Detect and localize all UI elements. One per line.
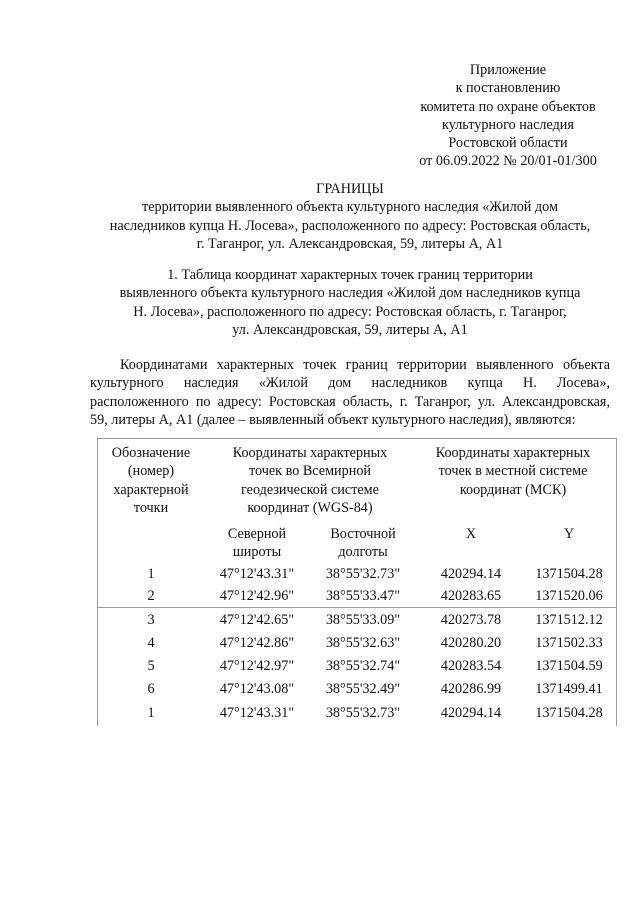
cell-x: 420294.14 — [440, 566, 502, 582]
cell-y: 1371504.59 — [535, 658, 603, 674]
paragraph-line: культурного наследия «Жилой дом наследников купца Н. Лосева», — [90, 375, 610, 392]
appendix-line: Приложение — [469, 62, 547, 78]
header-msk: Координаты характерных точек в местной системе координат (МСК) — [435, 445, 591, 498]
body-paragraph — [90, 356, 610, 429]
title-line: наследников купца Н. Лосева», расположенного по адресу: Ростовская область, — [109, 217, 591, 234]
coordinates-table — [97, 438, 617, 726]
table-row — [97, 565, 617, 585]
title-heading: ГРАНИЦЫ — [316, 181, 384, 197]
header-north-latitude: Северной широты — [227, 526, 287, 561]
table-row — [97, 611, 617, 631]
cell-east: 38°55'33.09" — [325, 612, 401, 628]
cell-x: 420283.65 — [440, 588, 502, 604]
paragraph-line: Координатами характерных точек границ территории выявленного объекта — [120, 357, 610, 373]
document-title — [60, 180, 640, 253]
cell-point-id: 1 — [147, 705, 155, 721]
cell-north: 47°12'43.31" — [219, 566, 295, 582]
table-row — [97, 634, 617, 654]
header-y: Y — [563, 526, 575, 542]
cell-y: 1371512.12 — [535, 612, 603, 628]
header-east-longitude: Восточной долготы — [330, 526, 396, 561]
appendix-line: к постановлению — [455, 80, 561, 97]
caption-line: Н. Лосева», расположенного по адресу: Ростовская область, г. Таганрог, — [133, 303, 567, 320]
caption-line: ул. Александровская, 59, литеры А, А1 — [232, 321, 468, 338]
appendix-line: культурного наследия — [442, 116, 574, 133]
header-point-id: Обозначение (номер) характерной точки — [111, 445, 191, 516]
cell-point-id: 6 — [147, 681, 155, 697]
cell-y: 1371520.06 — [535, 588, 603, 604]
appendix-line: Ростовской области — [448, 135, 568, 152]
cell-y: 1371504.28 — [535, 566, 603, 582]
caption-line: 1. Таблица координат характерных точек границ территории — [167, 267, 533, 283]
cell-y: 1371502.33 — [535, 635, 603, 651]
paragraph-line: расположенного по адресу: Ростовская область, г. Таганрог, ул. Александровская, — [90, 393, 610, 410]
title-line: г. Таганрог, ул. Александровская, 59, литеры А, А1 — [196, 235, 504, 252]
caption-line: выявленного объекта культурного наследия «Жилой дом наследников купца — [119, 285, 581, 302]
cell-x: 420286.99 — [440, 681, 502, 697]
table-row — [97, 657, 617, 677]
table-row — [97, 704, 617, 724]
cell-north: 47°12'42.97" — [219, 658, 295, 674]
cell-north: 47°12'42.96" — [219, 588, 295, 604]
cell-point-id: 2 — [147, 588, 155, 604]
cell-east: 38°55'32.63" — [325, 635, 401, 651]
cell-east: 38°55'33.47" — [325, 588, 401, 604]
cell-east: 38°55'32.74" — [325, 658, 401, 674]
cell-point-id: 1 — [147, 566, 155, 582]
cell-east: 38°55'32.73" — [325, 566, 401, 582]
cell-north: 47°12'43.31" — [219, 705, 295, 721]
header-wgs84: Координаты характерных точек во Всемирной геодезической системе координат (WGS-84) — [232, 445, 388, 516]
cell-x: 420273.78 — [440, 612, 502, 628]
table-row — [97, 587, 617, 607]
table-border-top — [97, 438, 617, 439]
header-x: X — [465, 526, 477, 542]
cell-north: 47°12'43.08" — [219, 681, 295, 697]
cell-point-id: 4 — [147, 635, 155, 651]
cell-point-id: 3 — [147, 612, 155, 628]
cell-y: 1371499.41 — [535, 681, 603, 697]
appendix-line: от 06.09.2022 № 20/01-01/300 — [419, 153, 597, 170]
cell-x: 420283.54 — [440, 658, 502, 674]
title-line: территории выявленного объекта культурного наследия «Жилой дом — [142, 199, 558, 216]
cell-x: 420294.14 — [440, 705, 502, 721]
cell-point-id: 5 — [147, 658, 155, 674]
appendix-block — [386, 61, 630, 171]
paragraph-line: 59, литеры А, А1 (далее – выявленный объект культурного наследия), являются: — [90, 411, 576, 428]
cell-north: 47°12'42.65" — [219, 612, 295, 628]
table-caption — [60, 266, 640, 339]
appendix-line: комитета по охране объектов — [420, 98, 596, 115]
cell-east: 38°55'32.49" — [325, 681, 401, 697]
cell-x: 420280.20 — [440, 635, 502, 651]
cell-north: 47°12'42.86" — [219, 635, 295, 651]
cell-y: 1371504.28 — [535, 705, 603, 721]
cell-east: 38°55'32.73" — [325, 705, 401, 721]
table-row-divider — [97, 607, 617, 608]
table-row — [97, 680, 617, 700]
